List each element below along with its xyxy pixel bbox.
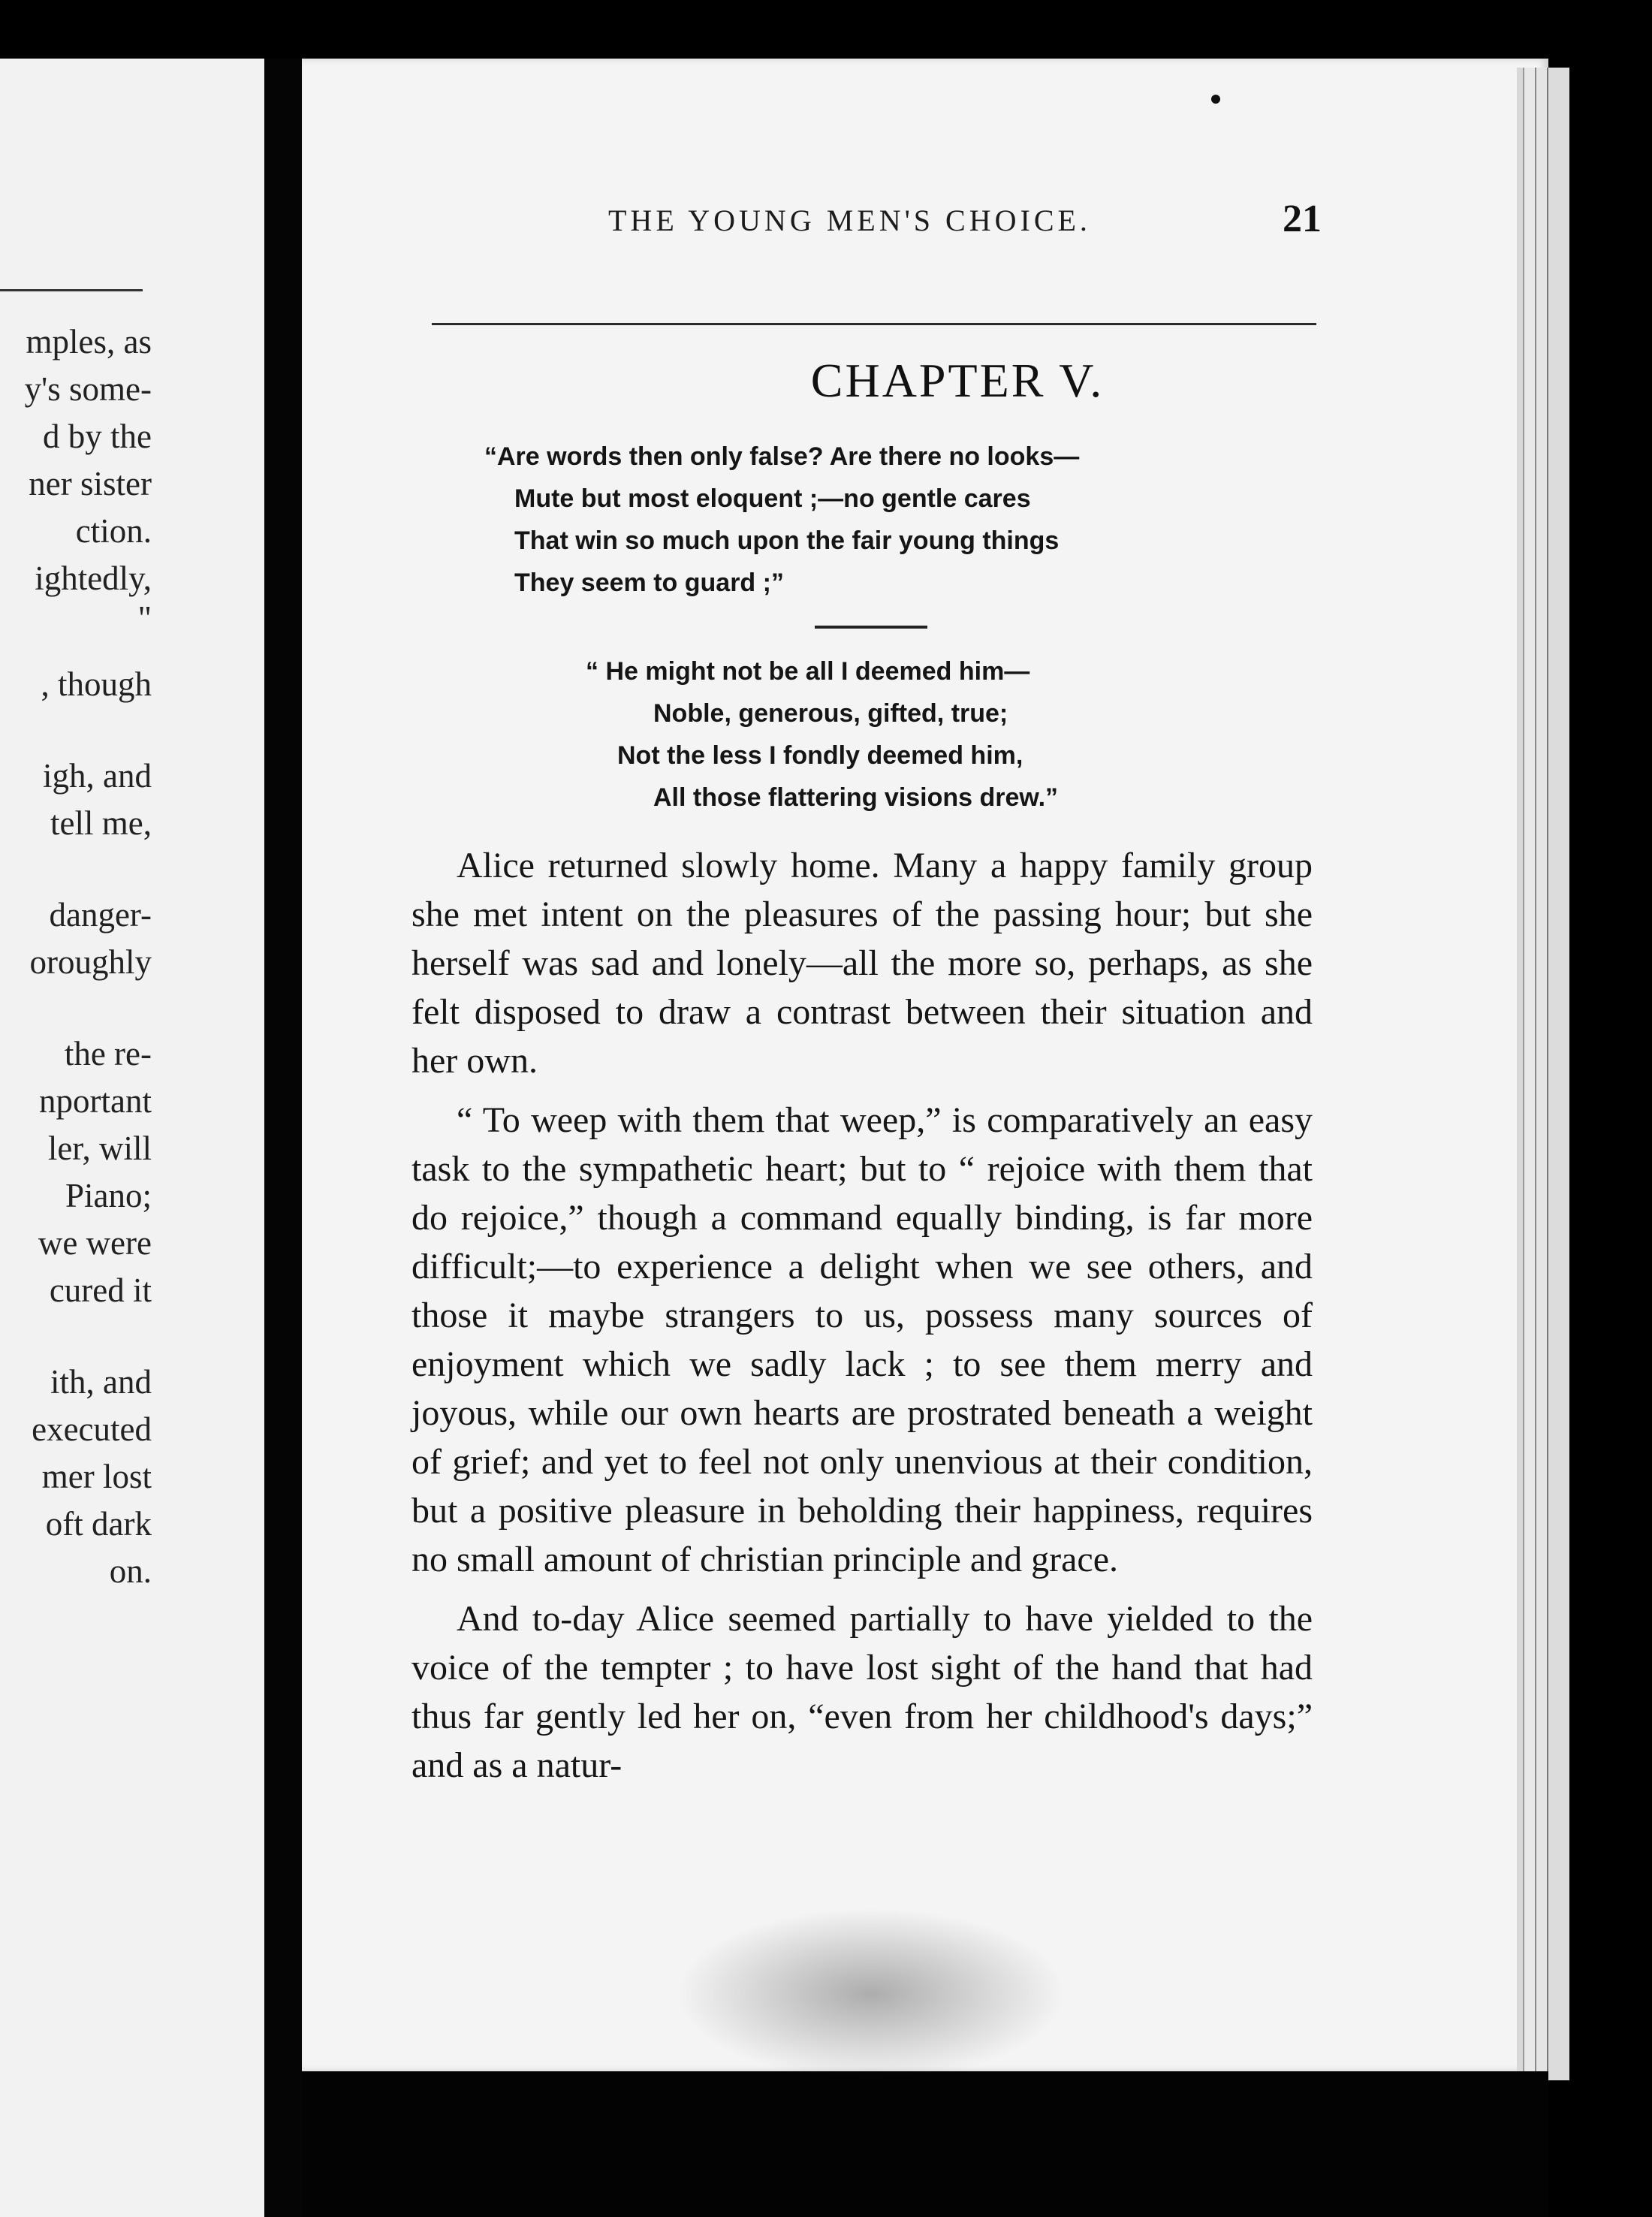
left-line: cured it: [49, 1271, 152, 1309]
left-line: d by the: [43, 418, 152, 455]
left-line: oroughly: [29, 943, 152, 981]
epigraph-line: “ He might not be all I deemed him—: [586, 657, 1030, 686]
left-line: ner sister: [29, 465, 152, 502]
left-line: ction.: [75, 512, 152, 550]
book-gutter: [264, 59, 302, 2217]
epigraph-second: [586, 650, 1058, 819]
page-number: 21: [1283, 198, 1322, 240]
left-line: nportant: [39, 1082, 152, 1120]
epigraph-line: Noble, generous, gifted, true;: [653, 699, 1008, 728]
left-line: executed: [32, 1410, 152, 1448]
epigraph-divider: [815, 626, 927, 629]
epigraph-line: They seem to guard ;”: [514, 569, 784, 597]
chapter-body: [411, 841, 1313, 1800]
scan-bottom-margin: [302, 2071, 1548, 2217]
left-page-fragment: [0, 59, 264, 2217]
left-line: ightedly,: [35, 560, 152, 597]
chapter-title: CHAPTER V.: [810, 354, 1105, 407]
left-line: , though: [41, 665, 152, 703]
left-line: danger-: [49, 896, 152, 934]
left-line: y's some-: [24, 370, 152, 408]
epigraph-line: Not the less I fondly deemed him,: [617, 741, 1023, 770]
left-line: Piano;: [65, 1177, 152, 1214]
print-speck: [1211, 95, 1220, 104]
left-line: on.: [109, 1552, 152, 1590]
left-line: igh, and: [43, 757, 152, 795]
body-paragraph: Alice returned slowly home. Many a happy family group she met intent on the pleasures of the passing hour; but she herself was sad and lonely—all the more so, perhaps, as she felt disposed to draw a contrast between their situation and her own.: [411, 846, 1313, 1081]
left-line: ith, and: [50, 1363, 152, 1401]
epigraph-line: Mute but most eloquent ;—no gentle cares: [514, 484, 1031, 513]
running-header: [308, 198, 1322, 255]
left-line: the re-: [64, 1035, 152, 1072]
left-line: mples, as: [26, 323, 152, 360]
ink-stain: [676, 1908, 1066, 2080]
left-line: oft dark: [45, 1505, 152, 1543]
left-page-rule: [0, 289, 143, 291]
epigraph-line: All those flattering visions drew.”: [653, 783, 1059, 812]
body-paragraph: And to-day Alice seemed partially to have yielded to the voice of the tempter ; to have lost sight of the hand that had thus far gently led her on, “even from her childhood's days;” and as a natur-: [411, 1599, 1313, 1785]
running-title: THE YOUNG MEN'S CHOICE.: [608, 204, 1091, 237]
epigraph-first: [484, 436, 1079, 604]
left-line: mer lost: [41, 1458, 152, 1495]
epigraph-line: That win so much upon the fair young things: [514, 526, 1060, 555]
body-paragraph: “ To weep with them that weep,” is comparatively an easy task to the sympathetic heart; but to “ rejoice with them that do rejoice,” though a command equally binding, is far more difficult;—to experience a delight when we see others, and those it maybe strangers to us, possess many sources of enjoyment which we sadly lack ; to see them merry and joyous, while our own hearts are prostrated beneath a weight of grief; and yet to feel not only unenvious at their condition, but a positive pleasure in beholding their happiness, requires no small amount of christian principle and grace.: [411, 1100, 1313, 1579]
header-rule: [432, 323, 1316, 325]
left-line: we were: [38, 1224, 152, 1262]
left-line: tell me,: [50, 804, 152, 842]
epigraph-line: “Are words then only false? Are there no looks—: [484, 442, 1080, 471]
left-line: ": [137, 599, 152, 637]
left-line: ler, will: [47, 1130, 152, 1167]
